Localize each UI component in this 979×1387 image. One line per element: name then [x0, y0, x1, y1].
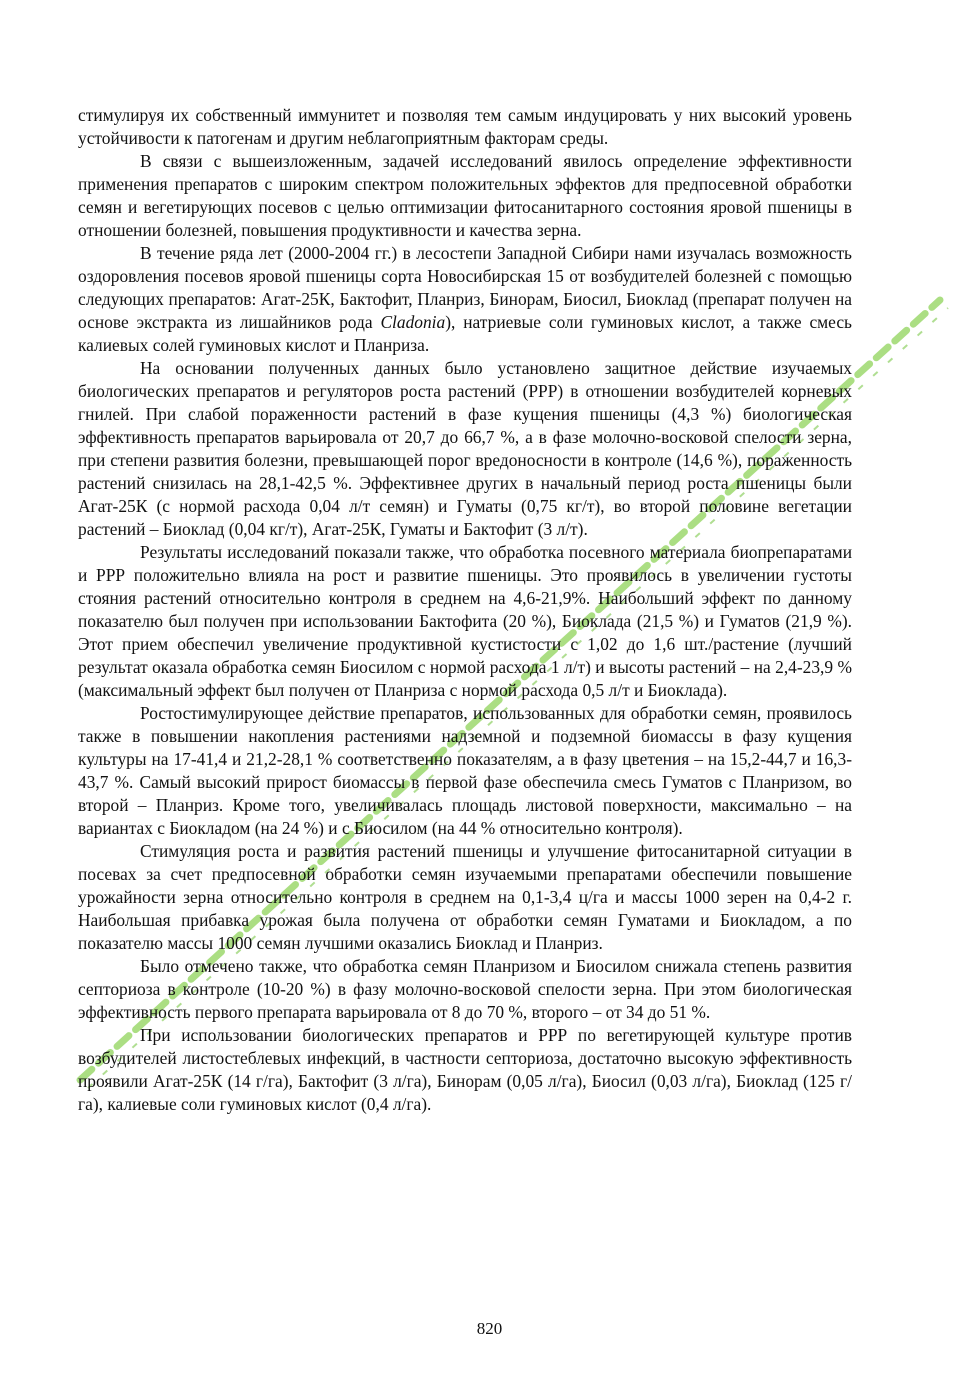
paragraph-4: На основании полученных данных было установлено защитное действие изучаемых биологических препаратов и регуляторов роста растений (РРР) в отношении возбудителей корневых гнилей. При слабой пораженности растений в фазе кущения пшеницы (4,3 %) биологическая эффективность препаратов варьировала от 20,7 до 66,7 %, а в фазе молочно-восковой спелости зерна, при степени развития болезни, превышающей порог вредоносности в контроле (14,6 %), пораженность растений снизилась на 28,1-42,5 %. Эффективнее других в начальный период роста пшеницы были Агат-25К (с нормой расхода 0,04 л/т семян) и Гуматы (0,75 кг/т), во второй половине вегетации растений – Биоклад (0,04 кг/т), Агат-25К, Гуматы и Бактофит (3 л/т).	[78, 358, 852, 539]
paragraph-3-before: В течение ряда лет (2000-2004 гг.) в лесостепи Западной Сибири нами изучалась возможность оздоровления посевов яровой пшеницы сорта Новосибирская 15 от возбудителей болезней с помощью следующих препаратов: Агат-25К, Бактофит, Планриз, Бинорам, Биосил, Биоклад (препарат получен на основе экстракта из лишайников рода	[78, 243, 852, 332]
document-body	[78, 104, 852, 1116]
paragraph-6: Ростостимулирующее действие препаратов, использованных для обработки семян, проявилось также в повышении накопления растениями надземной и подземной биомассы в фазу кущения культуры на 17-41,4 и 21,2-28,1 % соответственно показателям, а в фазу цветения – на 15,2-44,7 и 16,3-43,7 %. Самый высокий прирост биомассы в первой фазе обеспечила смесь Гуматов с Планризом, во второй – Планриз. Кроме того, увеличивалась площадь листовой поверхности, максимально – на вариантах с Биокладом (на 24 %) и с Биосилом (на 44 % относительно контроля).	[78, 703, 852, 838]
page-number: 820	[476, 1319, 503, 1338]
paragraph-3	[78, 242, 852, 357]
genus-name: Cladonia	[380, 312, 446, 332]
paragraph-9: При использовании биологических препаратов и РРР по вегетирующей культуре против возбудителей листостеблевых инфекций, в частности септориоза, достаточно высокую эффективность проявили Агат-25К (14 г/га), Бактофит (3 л/га), Бинорам (0,05 л/га), Биосил (0,03 л/га), Биоклад (125 г/га), калиевые соли гуминовых кислот (0,4 л/га).	[78, 1025, 852, 1114]
paragraph-3-after: ), натриевые соли гуминовых кислот, а также смесь калиевых солей гуминовых кислот и Планриза.	[78, 312, 852, 355]
paragraph-5: Результаты исследований показали также, что обработка посевного материала биопрепаратами и РРР положительно влияла на рост и развитие пшеницы. Это проявилось в увеличении густоты стояния растений относительно контроля в среднем на 4,6-21,9%. Наибольший эффект по данному показателю был получен при использовании Бактофита (20 %), Биоклада (21,5 %) и Гуматов (21,9 %). Этот прием обеспечил увеличение продуктивной кустистости с 1,02 до 1,6 шт./растение (лучший результат оказала обработка семян Биосилом с нормой расхода 1 л/т) и высоты растений – на 2,4-23,9 % (максимальный эффект был получен от Планриза с нормой расхода 0,5 л/т и Биоклада).	[78, 542, 852, 700]
paragraph-2: В связи с вышеизложенным, задачей исследований явилось определение эффективности применения препаратов с широким спектром положительных эффектов для предпосевной обработки семян и вегетирующих посевов с целью оптимизации фитосанитарного состояния яровой пшеницы в отношении болезней, повышения продуктивности и качества зерна.	[78, 151, 852, 240]
paragraph-7: Стимуляция роста и развития растений пшеницы и улучшение фитосанитарной ситуации в посевах за счет предпосевной обработки семян изучаемыми препаратами обеспечили повышение урожайности зерна относительно контроля в среднем на 0,1-3,4 ц/га и массы 1000 зерен на 0,4-2 г. Наибольшая прибавка урожая была получена от обработки семян Гуматами и Биокладом, а по показателю массы 1000 семян лучшими оказались Биоклад и Планриз.	[78, 841, 852, 953]
paragraph-8: Было отмечено также, что обработка семян Планризом и Биосилом снижала степень развития септориоза в контроле (10-20 %) в фазу молочно-восковой спелости зерна. При этом биологическая эффективность первого препарата варьировала от 8 до 70 %, второго – от 34 до 51 %.	[78, 956, 852, 1022]
paragraph-1: стимулируя их собственный иммунитет и позволяя тем самым индуцировать у них высокий уровень устойчивости к патогенам и другим неблагоприятным факторам среды.	[78, 105, 852, 148]
